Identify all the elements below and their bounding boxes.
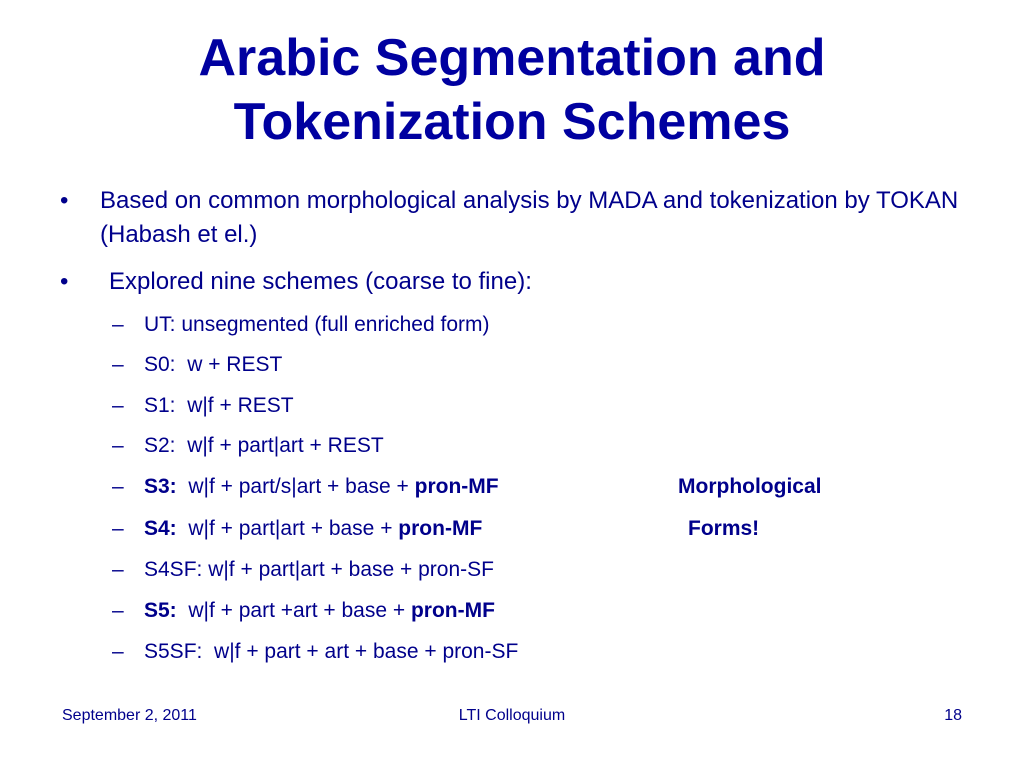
- footer-date: September 2, 2011: [62, 707, 197, 724]
- dash-marker: –: [112, 394, 124, 417]
- bullet-marker: •: [60, 268, 69, 295]
- scheme-bold-tail: pron-MF: [398, 517, 483, 540]
- scheme-text: [144, 514, 482, 544]
- scheme-label: S3:: [144, 475, 177, 498]
- footer-page-number: 18: [944, 707, 962, 724]
- callout-line-1: Morphological: [678, 475, 822, 498]
- scheme-label: S4:: [144, 517, 177, 540]
- scheme-rest: w|f + part|art + base +: [176, 517, 399, 540]
- dash-marker: –: [112, 599, 124, 622]
- scheme-rest: w|f + part/s|art + base +: [176, 475, 415, 498]
- scheme-rest: S5SF: w|f + part + art + base + pron-SF: [144, 640, 519, 663]
- bullet-marker: •: [60, 187, 69, 214]
- dash-marker: –: [112, 558, 124, 581]
- scheme-text: [144, 472, 499, 502]
- bullet-text: Explored nine schemes (coarse to fine):: [109, 268, 532, 295]
- scheme-rest: S0: w + REST: [144, 353, 283, 376]
- dash-marker: –: [112, 434, 124, 457]
- dash-marker: –: [112, 475, 124, 498]
- scheme-bold-tail: pron-MF: [410, 599, 495, 622]
- bullet-item: [60, 184, 980, 252]
- dash-marker: –: [112, 640, 124, 663]
- scheme-label: S5:: [144, 599, 177, 622]
- scheme-text: [144, 555, 494, 585]
- scheme-text: [144, 350, 282, 380]
- title-line-1: Arabic Segmentation and: [198, 29, 826, 87]
- scheme-rest: w|f + part +art + base +: [176, 599, 411, 622]
- scheme-text: [144, 637, 518, 667]
- scheme-text: [144, 391, 294, 421]
- dash-marker: –: [112, 353, 124, 376]
- scheme-text: [144, 310, 490, 340]
- dash-marker: –: [112, 313, 124, 336]
- scheme-rest: S1: w|f + REST: [144, 394, 294, 417]
- footer-title: LTI Colloquium: [458, 707, 566, 724]
- bullet-item: [60, 265, 980, 299]
- scheme-rest: S2: w|f + part|art + REST: [144, 434, 384, 457]
- bullet-text: Based on common morphological analysis by MADA and tokenization by TOKAN (Habash et el.): [100, 187, 959, 248]
- scheme-bold-tail: pron-MF: [414, 475, 499, 498]
- slide-title: [0, 26, 1024, 154]
- scheme-text: [144, 431, 384, 461]
- scheme-rest: S4SF: w|f + part|art + base + pron-SF: [144, 558, 494, 581]
- callout-line-2: Forms!: [688, 517, 760, 540]
- scheme-rest: UT: unsegmented (full enriched form): [144, 313, 490, 336]
- title-line-2: Tokenization Schemes: [233, 93, 791, 151]
- scheme-text: [144, 596, 495, 626]
- dash-marker: –: [112, 517, 124, 540]
